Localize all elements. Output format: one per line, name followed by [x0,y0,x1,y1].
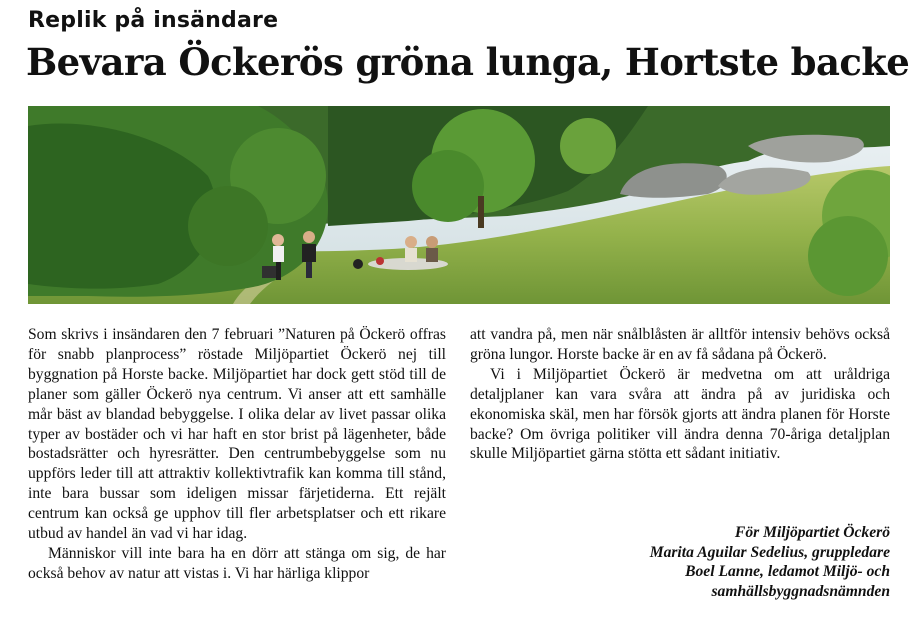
signature-line: Boel Lanne, ledamot Miljö- och [685,563,890,580]
article-column-left [28,325,446,584]
body-paragraph: Vi i Miljöpartiet Öckerö är medvetna om att uråldriga detaljplaner kan vara svåra att ändra på av juridiska och ekonomiska skäl, men har försök gjorts att ändra planen för Horste backe? Om övriga politiker vill ändra denna 70-åriga detaljplan skulle Miljöpartiet gärna stötta ett sådant initiativ. [470,365,890,463]
article-headline: Bevara Öckerös gröna lunga, Hortste backe [26,40,910,84]
article-column-right [470,325,890,464]
body-paragraph: Människor vill inte bara ha en dörr att stänga om sig, de har också behov av natur att vistas i. Vi har härliga klippor [28,544,446,582]
signature-line: samhällsbyggnadsnämnden [711,582,890,600]
article-photo [28,106,890,304]
signature-line: För Miljöpartiet Öckerö [734,524,890,541]
body-paragraph: att vandra på, men när snålblåsten är alltför intensiv behövs också gröna lungor. Horste backe är en av få sådana på Öckerö. [470,326,890,363]
article-kicker: Replik på insändare [28,8,279,33]
signature-line: Marita Aguilar Sedelius, gruppledare [649,543,890,561]
body-paragraph: Som skrivs i insändaren den 7 februari ”Naturen på Öckerö offras för snabb planprocess” röstade Miljöpartiet Öckerö nej till byggnation på Horste backe. Miljöpartiet har dock gett stöd till de planer som gäller Öckerö nya centrum. Vi anser att ett samhälle mår bäst av blandad bebyggelse. I olika delar av livet passar olika typer av bostäder och vi har haft en stor brist på lägenheter, både bostadsrätter och hyresrätter. Den centrumbebyggelse som nu uppförs leder till att attraktiv kollektivtrafik kan komma till stånd, inte bara bussar som ideligen missar färjetiderna. Ett rejält centrum kan också ge upphov till fler arbetsplatser och ett rikare utbud av handel än vad vi har idag. [28,326,446,543]
article-signature [450,523,890,601]
